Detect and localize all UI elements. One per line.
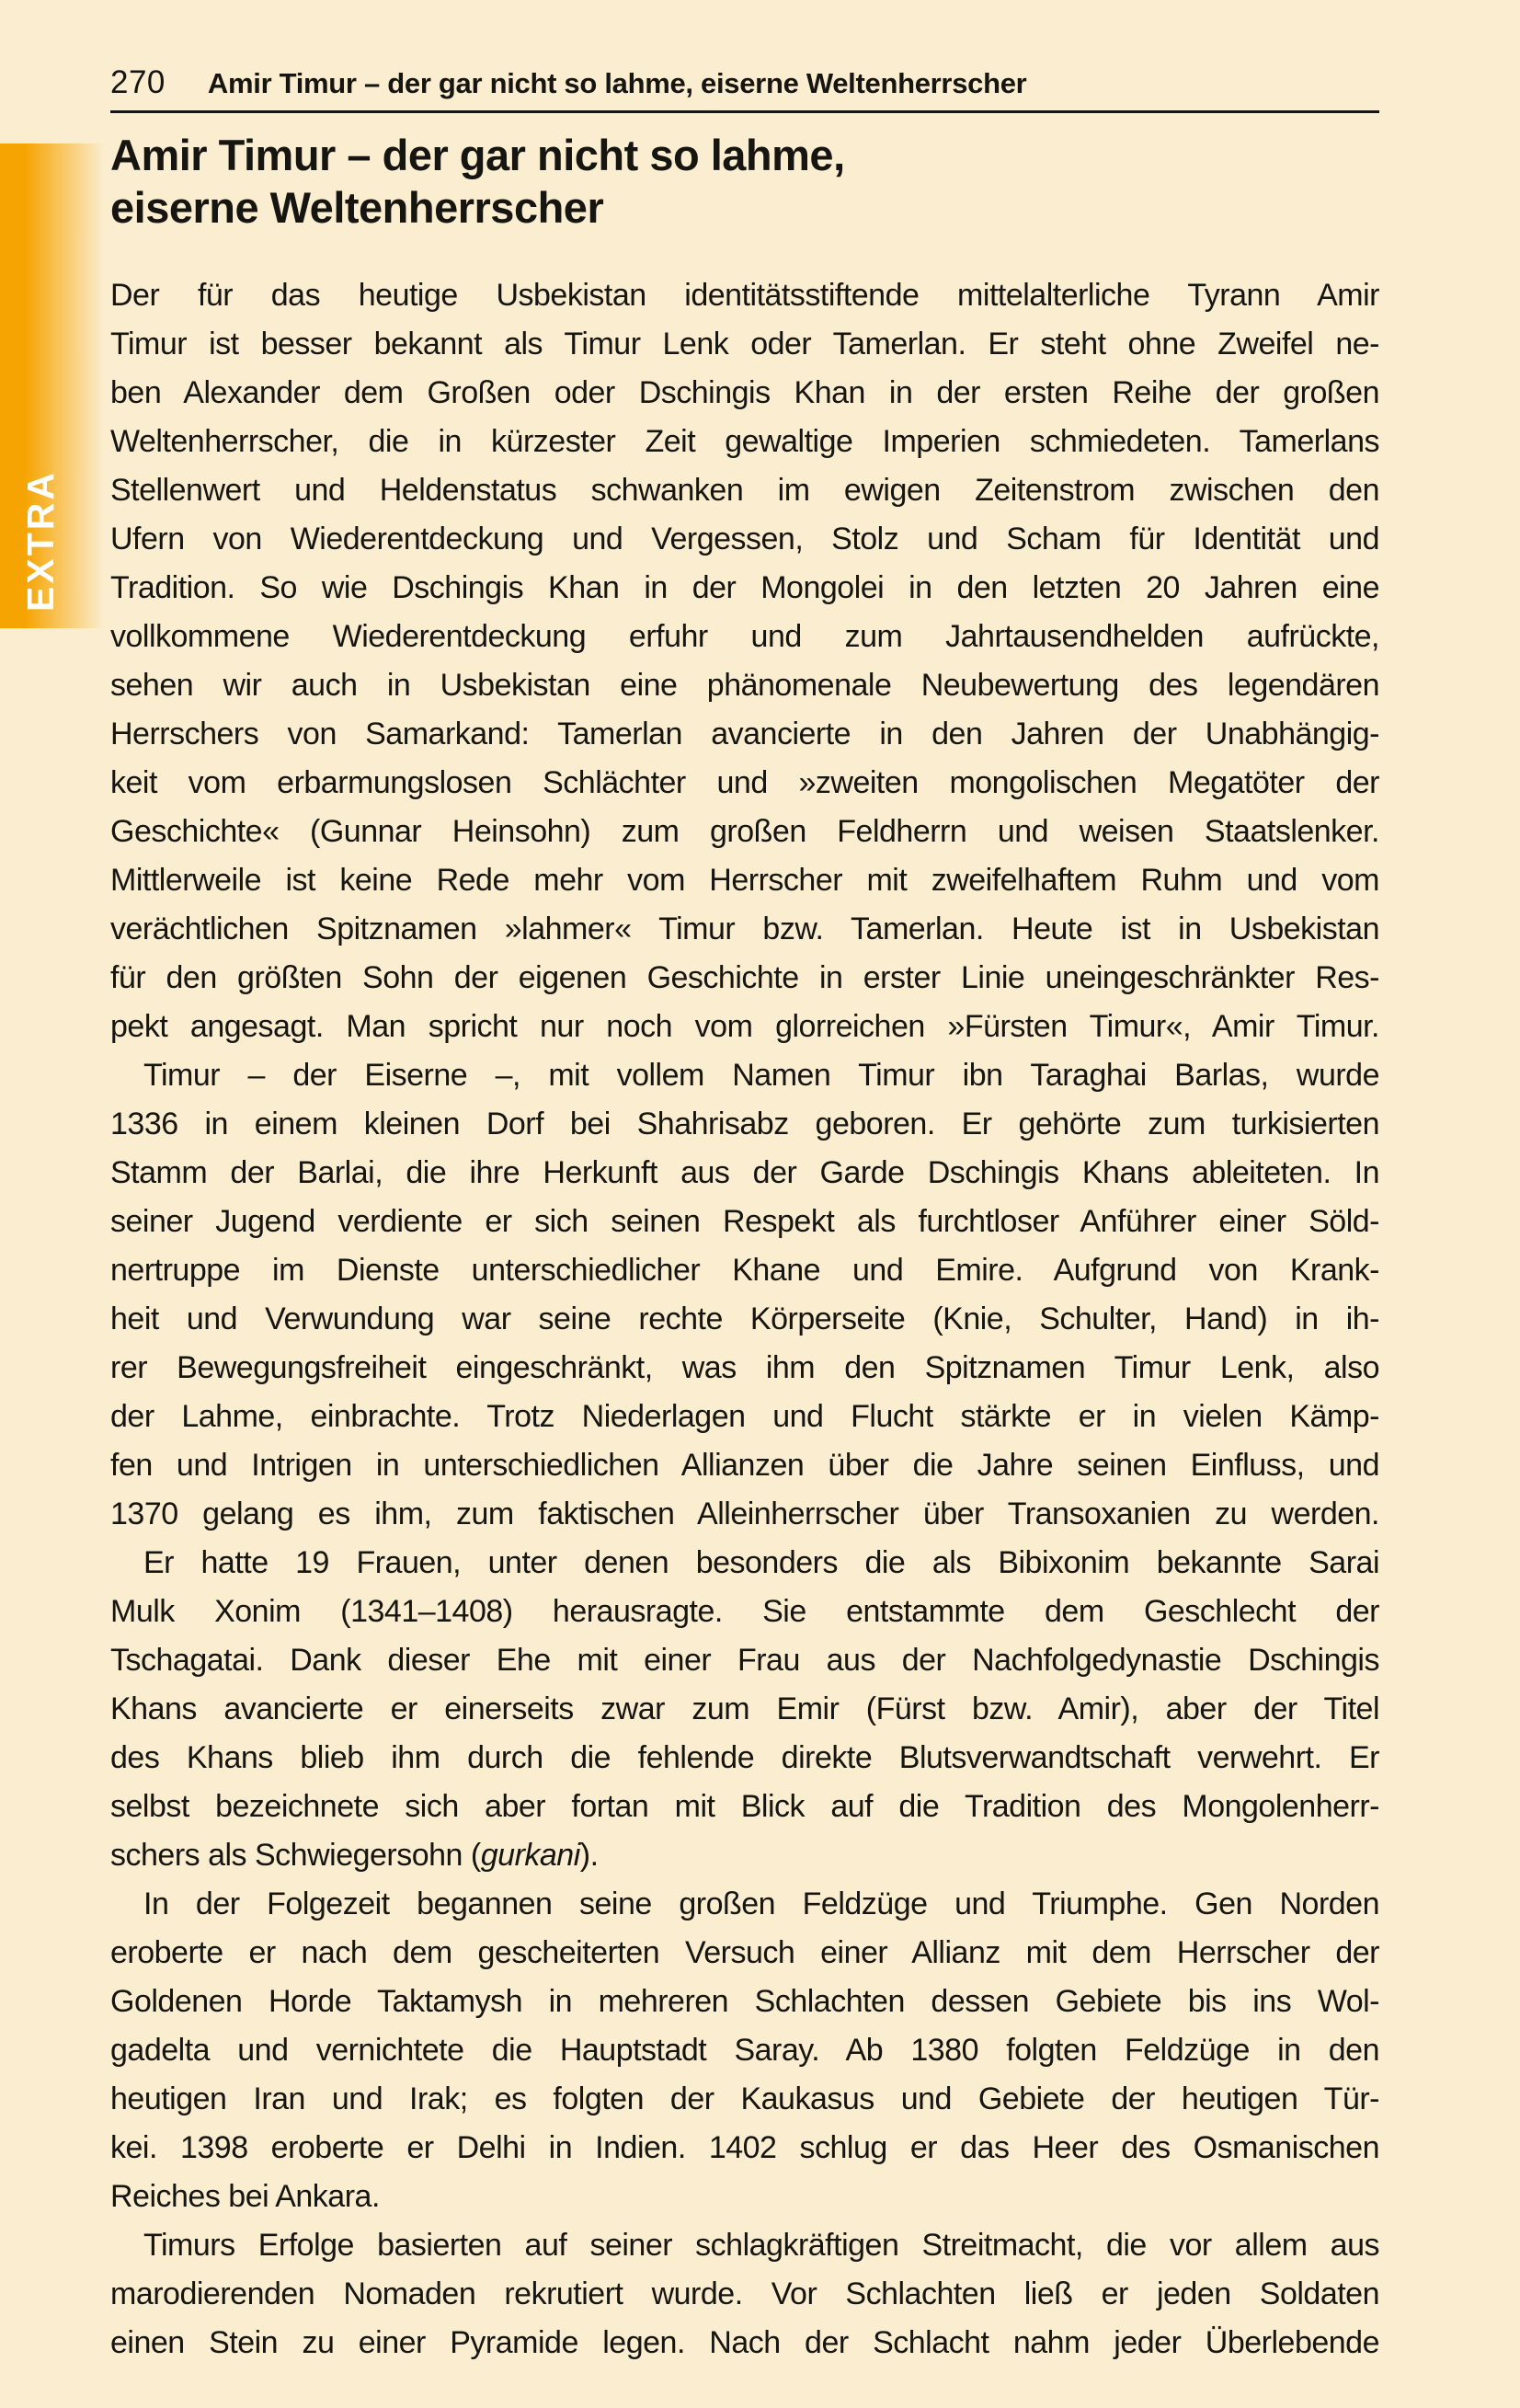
body-line: 1370 gelang es ihm, zum faktischen Alleinherrscher über Transoxanien zu werden.: [110, 1496, 1379, 1531]
chapter-title: [110, 129, 1379, 234]
body-line: Geschichte« (Gunnar Heinsohn) zum großen Feldherrn und weisen Staatslenker.: [110, 814, 1379, 849]
body-line: ben Alexander dem Großen oder Dschingis Khan in der ersten Reihe der großen: [110, 375, 1379, 410]
body-line: vollkommene Wiederentdeckung erfuhr und zum Jahrtausendhelden aufrückte,: [110, 619, 1379, 654]
body-line: Mulk Xonim (1341–1408) herausragte. Sie entstammte dem Geschlecht der: [110, 1594, 1379, 1629]
body-line: verächtlichen Spitznamen »lahmer« Timur bzw. Tamerlan. Heute ist in Usbekistan: [110, 912, 1379, 946]
body-line: für den größten Sohn der eigenen Geschichte in erster Linie uneingeschränkter Res-: [110, 960, 1379, 995]
body-line: Ufern von Wiederentdeckung und Vergessen, Stolz und Scham für Identität und: [110, 522, 1379, 556]
page-number: 270: [110, 64, 166, 100]
body-line: Stellenwert und Heldenstatus schwanken im ewigen Zeitenstrom zwischen den: [110, 473, 1379, 508]
body-line: Khans avancierte er einerseits zwar zum Emir (Fürst bzw. Amir), aber der Titel: [110, 1691, 1379, 1726]
body-line: der Lahme, einbrachte. Trotz Niederlagen und Flucht stärkte er in vielen Kämp-: [110, 1399, 1379, 1434]
body-line: Tschagatai. Dank dieser Ehe mit einer Frau aus der Nachfolgedynastie Dschingis: [110, 1643, 1379, 1678]
body-line: sehen wir auch in Usbekistan eine phänomenale Neubewertung des legendären: [110, 668, 1379, 703]
body-line: Timurs Erfolge basierten auf seiner schlagkräftigen Streitmacht, die vor allem aus: [143, 2228, 1379, 2263]
body-line: seiner Jugend verdiente er sich seinen Respekt als furchtloser Anführer einer Söld-: [110, 1204, 1379, 1239]
paragraph: [110, 271, 1379, 1051]
chapter-title-line-1: Amir Timur – der gar nicht so lahme,: [110, 131, 845, 179]
body-line: heutigen Iran und Irak; es folgten der Kaukasus und Gebiete der heutigen Tür-: [110, 2081, 1379, 2116]
body-line: In der Folgezeit begannen seine großen Feldzüge und Triumphe. Gen Norden: [143, 1886, 1379, 1921]
body-line: Weltenherrscher, die in kürzester Zeit gewaltige Imperien schmiedeten. Tamerlans: [110, 424, 1379, 459]
body-line: des Khans blieb ihm durch die fehlende direkte Blutsverwandtschaft verwehrt. Er: [110, 1740, 1379, 1775]
body-line: 1336 in einem kleinen Dorf bei Shahrisabz geboren. Er gehörte zum turkisierten: [110, 1107, 1379, 1141]
body-line: selbst bezeichnete sich aber fortan mit Blick auf die Tradition des Mongolenherr-: [110, 1789, 1379, 1824]
body-line: pekt angesagt. Man spricht nur noch vom glorreichen »Fürsten Timur«, Amir Timur.: [110, 1009, 1379, 1044]
paragraph: [110, 1880, 1379, 2221]
body-line: fen und Intrigen in unterschiedlichen Allianzen über die Jahre seinen Einfluss, und: [110, 1448, 1379, 1483]
paragraph: [110, 1539, 1379, 1880]
body-line: Timur ist besser bekannt als Timur Lenk oder Tamerlan. Er steht ohne Zweifel ne-: [110, 327, 1379, 361]
body-line: eroberte er nach dem gescheiterten Versuch einer Allianz mit dem Herrscher der: [110, 1935, 1379, 1970]
body-line: Tradition. So wie Dschingis Khan in der Mongolei in den letzten 20 Jahren eine: [110, 570, 1379, 605]
body-line: kei. 1398 eroberte er Delhi in Indien. 1402 schlug er das Heer des Osmanischen: [110, 2130, 1379, 2165]
extra-tab-label: EXTRA: [19, 470, 62, 612]
paragraph: [110, 2221, 1379, 2368]
body-line: marodierenden Nomaden rekrutiert wurde. Vor Schlachten ließ er jeden Soldaten: [110, 2276, 1379, 2311]
body-line: Stamm der Barlai, die ihre Herkunft aus der Garde Dschingis Khans ableiteten. In: [110, 1155, 1379, 1190]
body-line: keit vom erbarmungslosen Schlächter und »zweiten mongolischen Megatöter der: [110, 765, 1379, 800]
body-text: [110, 271, 1379, 2368]
body-line: einen Stein zu einer Pyramide legen. Nach der Schlacht nahm jeder Überlebende: [110, 2325, 1379, 2360]
body-line: gadelta und vernichtete die Hauptstadt Saray. Ab 1380 folgten Feldzüge in den: [110, 2033, 1379, 2068]
body-line: rer Bewegungsfreiheit eingeschränkt, was ihm den Spitznamen Timur Lenk, also: [110, 1350, 1379, 1385]
body-line: Herrschers von Samarkand: Tamerlan avancierte in den Jahren der Unabhängig-: [110, 717, 1379, 751]
paragraph: [110, 1051, 1379, 1539]
body-line: Goldenen Horde Taktamysh in mehreren Schlachten dessen Gebiete bis ins Wol-: [110, 1984, 1379, 2019]
page-header: [110, 64, 1379, 113]
body-line: Mittlerweile ist keine Rede mehr vom Herrscher mit zweifelhaftem Ruhm und vom: [110, 863, 1379, 898]
body-line: heit und Verwundung war seine rechte Körperseite (Knie, Schulter, Hand) in ih-: [110, 1301, 1379, 1336]
body-line: Der für das heutige Usbekistan identitätsstiftende mittelalterliche Tyrann Amir: [110, 278, 1379, 313]
extra-tab: [0, 143, 105, 628]
body-line: Reiches bei Ankara.: [110, 2179, 380, 2214]
chapter-title-line-2: eiserne Weltenherrscher: [110, 183, 604, 232]
body-line: schers als Schwiegersohn (gurkani).: [110, 1838, 599, 1873]
body-line: nertruppe im Dienste unterschiedlicher Khane und Emire. Aufgrund von Krank-: [110, 1253, 1379, 1288]
body-line: Timur – der Eiserne –, mit vollem Namen Timur ibn Taraghai Barlas, wurde: [143, 1058, 1379, 1093]
body-line: Er hatte 19 Frauen, unter denen besonders die als Bibixonim bekannte Sarai: [143, 1545, 1379, 1580]
running-head: Amir Timur – der gar nicht so lahme, eiserne Weltenherrscher: [207, 67, 1027, 99]
